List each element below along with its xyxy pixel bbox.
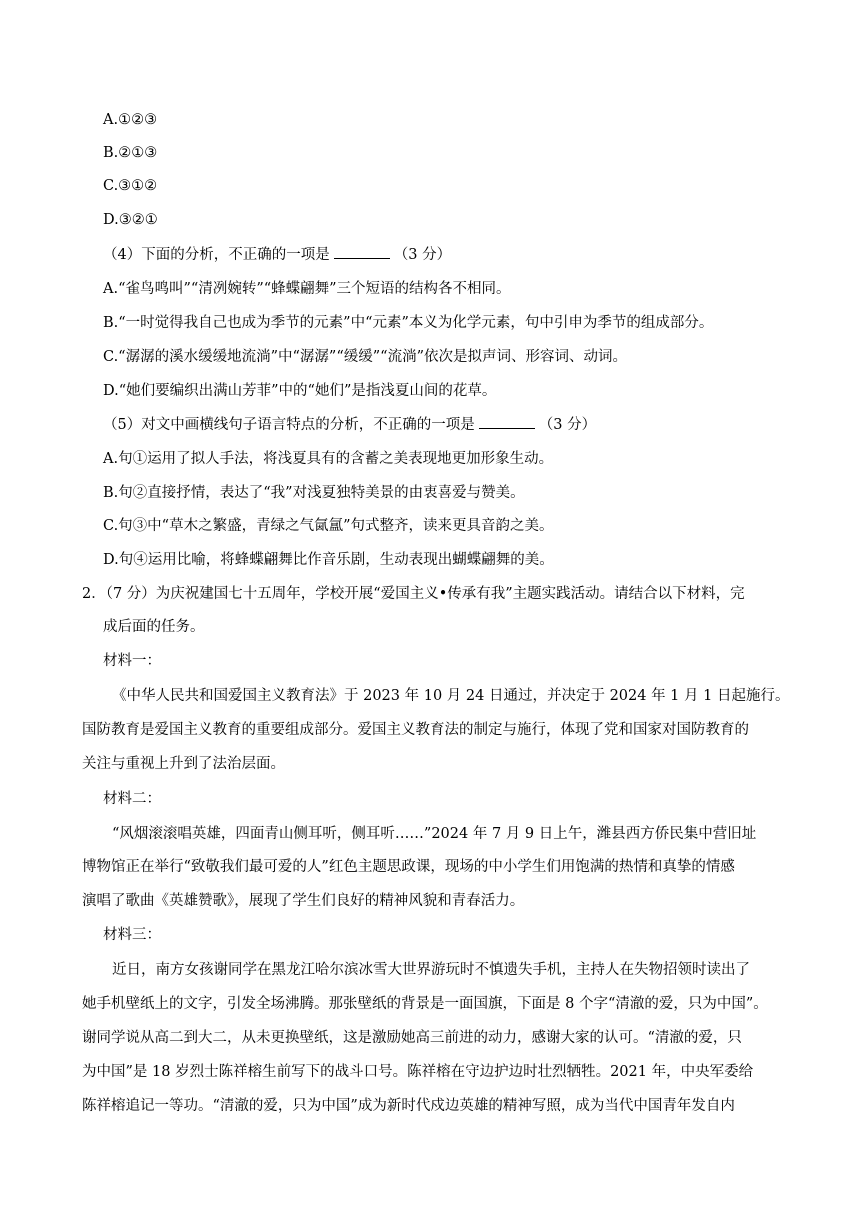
material-1-label: 材料一： xyxy=(103,653,161,669)
material-1-line: 国防教育是爱国主义教育的重要组成部分。爱国主义教育法的制定与施行，体现了党和国家对国防教育的 xyxy=(82,722,749,738)
material-3-line: 她手机壁纸上的文字，引发全场沸腾。那张壁纸的背景是一面国旗，下面是 8 个字“清澈的爱，只为中国”。 xyxy=(82,996,768,1012)
option-b-prev: B.②①③ xyxy=(103,145,158,161)
option-d-prev: D.③②① xyxy=(103,212,158,228)
material-3-line: 为中国”是 18 岁烈士陈祥榕生前写下的战斗口号。陈祥榕在守边护边时壮烈牺牲。2021 年，中央军委给 xyxy=(82,1064,754,1080)
question-4-score: （3 分） xyxy=(393,247,452,263)
question-2-line2: 成后面的任务。 xyxy=(103,619,205,635)
material-1-line: 关注与重视上升到了法治层面。 xyxy=(82,756,285,772)
material-3-label: 材料三： xyxy=(103,927,161,943)
question-5-score: （3 分） xyxy=(538,417,597,433)
q4-option-b: B.“一时觉得我自己也成为季节的元素”中“元素”本义为化学元素，句中引申为季节的组成部分。 xyxy=(103,315,714,331)
q5-option-c: C.句③中“草木之繁盛，青绿之气氤氲”句式整齐，读来更具音韵之美。 xyxy=(103,518,554,534)
material-2-line: 博物馆正在举行“致敬我们最可爱的人”红色主题思政课，现场的中小学生们用饱满的热情和真挚的情感 xyxy=(82,859,735,875)
answer-blank xyxy=(479,414,535,429)
q4-option-d: D.“她们要编织出满山芳菲”中的“她们”是指浅夏山间的花草。 xyxy=(103,383,497,399)
option-c-prev: C.③①② xyxy=(103,178,158,194)
material-2-label: 材料二： xyxy=(103,791,161,807)
material-3-line: 陈祥榕追记一等功。“清澈的爱，只为中国”成为新时代戍边英雄的精神写照，成为当代中国青年发自内 xyxy=(82,1098,735,1114)
material-2-line: 演唱了歌曲《英雄赞歌》，展现了学生们良好的精神风貌和青春活力。 xyxy=(82,893,525,909)
material-2-line: “风烟滚滚唱英雄，四面青山侧耳听，侧耳听……”2024 年 7 月 9 日上午，潍县西方侨民集中营旧址 xyxy=(112,826,757,842)
option-a-prev: A.①②③ xyxy=(103,112,158,128)
question-4-text: （4）下面的分析，不正确的一项是 xyxy=(103,247,330,263)
material-1-line: 《中华人民共和国爱国主义教育法》于 2023 年 10 月 24 日通过，并决定于 2024 年 1 月 1 日起施行。 xyxy=(112,688,790,704)
question-5-stem xyxy=(103,414,596,435)
q5-option-b: B.句②直接抒情，表达了“我”对浅夏独特美景的由衷喜爱与赞美。 xyxy=(103,485,525,501)
material-3-line: 谢同学说从高二到大二，从未更换壁纸，这是激励她高三前进的动力，感谢大家的认可。“清澈的爱，只 xyxy=(82,1030,742,1046)
answer-blank xyxy=(334,244,390,259)
question-5-text: （5）对文中画横线句子语言特点的分析，不正确的一项是 xyxy=(103,417,475,433)
question-4-stem xyxy=(103,244,451,265)
q4-option-a: A.“雀鸟鸣叫”“清冽婉转”“蜂蝶翩舞”三个短语的结构各不相同。 xyxy=(103,281,511,297)
q5-option-d: D.句④运用比喻，将蜂蝶翩舞比作音乐剧，生动表现出蝴蝶翩舞的美。 xyxy=(103,552,554,568)
material-3-line: 近日，南方女孩谢同学在黑龙江哈尔滨冰雪大世界游玩时不慎遗失手机，主持人在失物招领时读出了 xyxy=(112,962,750,978)
q5-option-a: A.句①运用了拟人手法，将浅夏具有的含蓄之美表现地更加形象生动。 xyxy=(103,451,554,467)
q4-option-c: C.“潺潺的溪水缓缓地流淌”中“潺潺”“缓缓”“流淌”依次是拟声词、形容词、动词。 xyxy=(103,349,627,365)
question-2-line1: 2．（7 分）为庆祝建国七十五周年，学校开展“爱国主义•传承有我”主题实践活动。请结合以下材料，完 xyxy=(82,586,745,602)
